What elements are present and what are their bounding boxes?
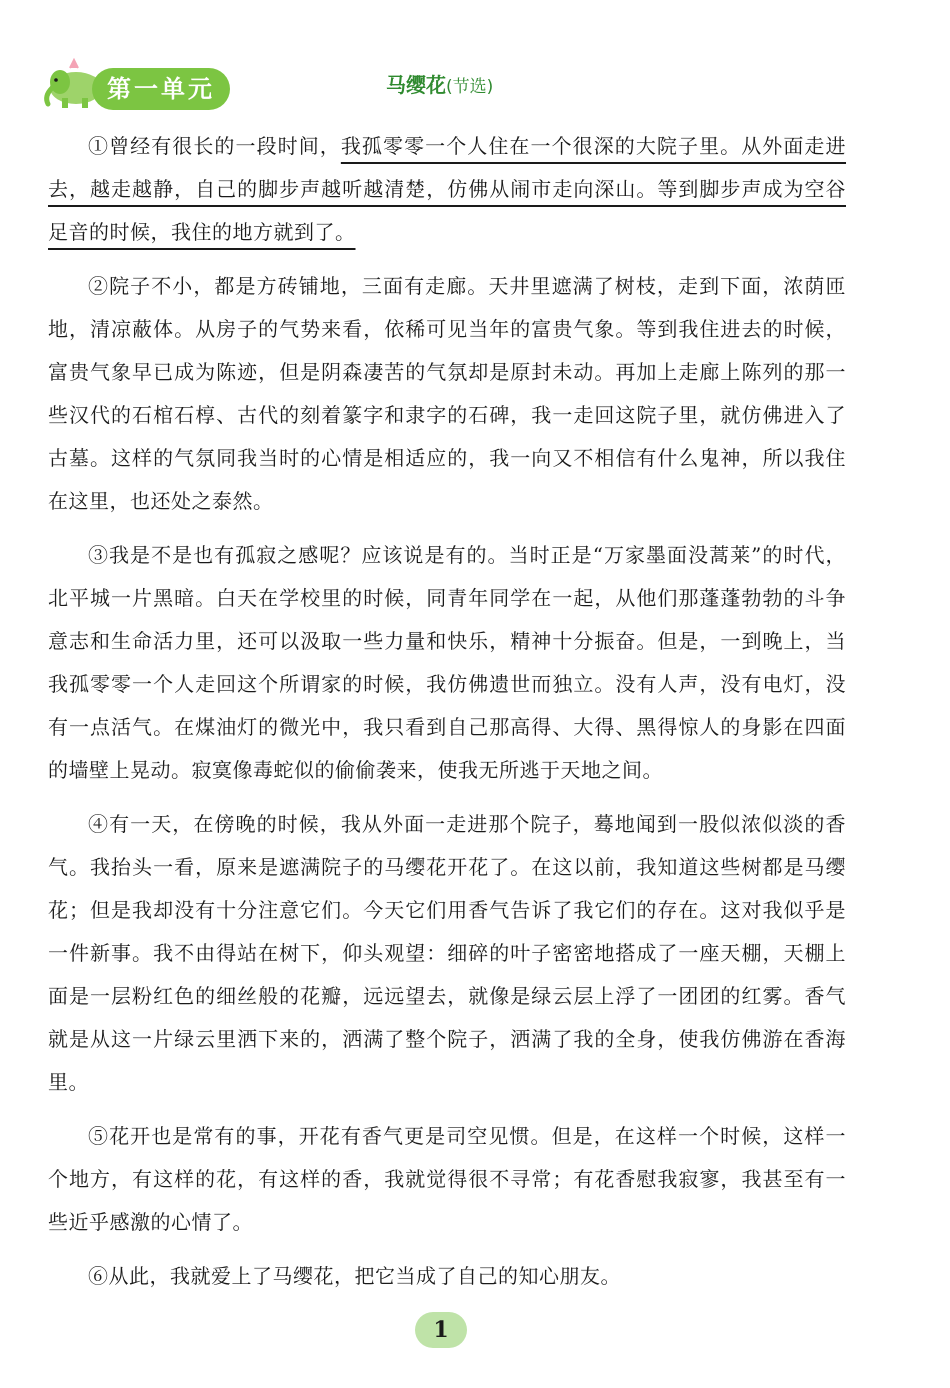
unit-badge: 第一单元 — [92, 68, 230, 110]
paragraph-2 — [48, 265, 846, 523]
paragraph-4 — [48, 803, 846, 1104]
title-main: 马缨花 — [386, 73, 446, 97]
paragraph-text: ⑤花开也是常有的事，开花有香气更是司空见惯。但是，在这样一个时候，这样一个地方，有这样的花，有这样的香，我就觉得很不寻常；有花香慰我寂寥，我甚至有一些近乎感激的心情了。 — [48, 1124, 846, 1234]
paragraph-3 — [48, 534, 846, 792]
paragraph-5 — [48, 1115, 846, 1244]
paragraph-text: ④有一天，在傍晚的时候，我从外面一走进那个院子，蓦地闻到一股似浓似淡的香气。我抬头一看，原来是遮满院子的马缨花开花了。在这以前，我知道这些树都是马缨花；但是我却没有十分注意它们。今天它们用香气告诉了我它们的存在。这对我似乎是一件新事。我不由得站在树下，仰头观望：细碎的叶子密密地搭成了一座天棚，天棚上面是一层粉红色的细丝般的花瓣，远远望去，就像是绿云层上浮了一团团的红雾。香气就是从这一片绿云里洒下来的，洒满了整个院子，洒满了我的全身，使我仿佛游在香海里。 — [48, 812, 846, 1094]
page-header — [0, 0, 950, 120]
paragraph-lead: ①曾经有很长的一段时间， — [88, 134, 341, 158]
title-sub: (节选) — [446, 77, 494, 97]
page-number: 1 — [415, 1312, 467, 1348]
underlined-sentence: 我孤零零一个人住在一个很深的大院子里。从外面走进去，越走越静，自己的脚步声越听越清楚，仿佛从闹市走向深山。等到脚步声成为空谷足音的时候，我住的地方就到了。 — [48, 134, 847, 244]
paragraph-text: ③我是不是也有孤寂之感呢？应该说是有的。当时正是“万家墨面没蒿莱”的时代，北平城一片黑暗。白天在学校里的时候，同青年同学在一起，从他们那蓬蓬勃勃的斗争意志和生命活力里，还可以汲取一些力量和快乐，精神十分振奋。但是，一到晚上，当我孤零零一个人走回这个所谓家的时候，我仿佛遗世而独立。没有人声，没有电灯，没有一点活气。在煤油灯的微光中，我只看到自己那高得、大得、黑得惊人的身影在四面的墙壁上晃动。寂寞像毒蛇似的偷偷袭来，使我无所逃于天地之间。 — [48, 543, 846, 782]
paragraph-6 — [48, 1255, 846, 1298]
paragraph-text: ②院子不小，都是方砖铺地，三面有走廊。天井里遮满了树枝，走到下面，浓荫匝地，清凉蔽体。从房子的气势来看，依稀可见当年的富贵气象。等到我住进去的时候，富贵气象早已成为陈迹，但是阴森凄苦的气氛却是原封未动。再加上走廊上陈列的那一些汉代的石棺石椁、古代的刻着篆字和隶字的石碑，我一走回这院子里，就仿佛进入了古墓。这样的气氛同我当时的心情是相适应的，我一向又不相信有什么鬼神，所以我住在这里，也还处之泰然。 — [48, 274, 846, 513]
paragraph-text: ⑥从此，我就爱上了马缨花，把它当成了自己的知心朋友。 — [88, 1264, 621, 1288]
page-title — [386, 70, 493, 100]
paragraph-1 — [48, 125, 846, 254]
article-body — [48, 125, 846, 1309]
